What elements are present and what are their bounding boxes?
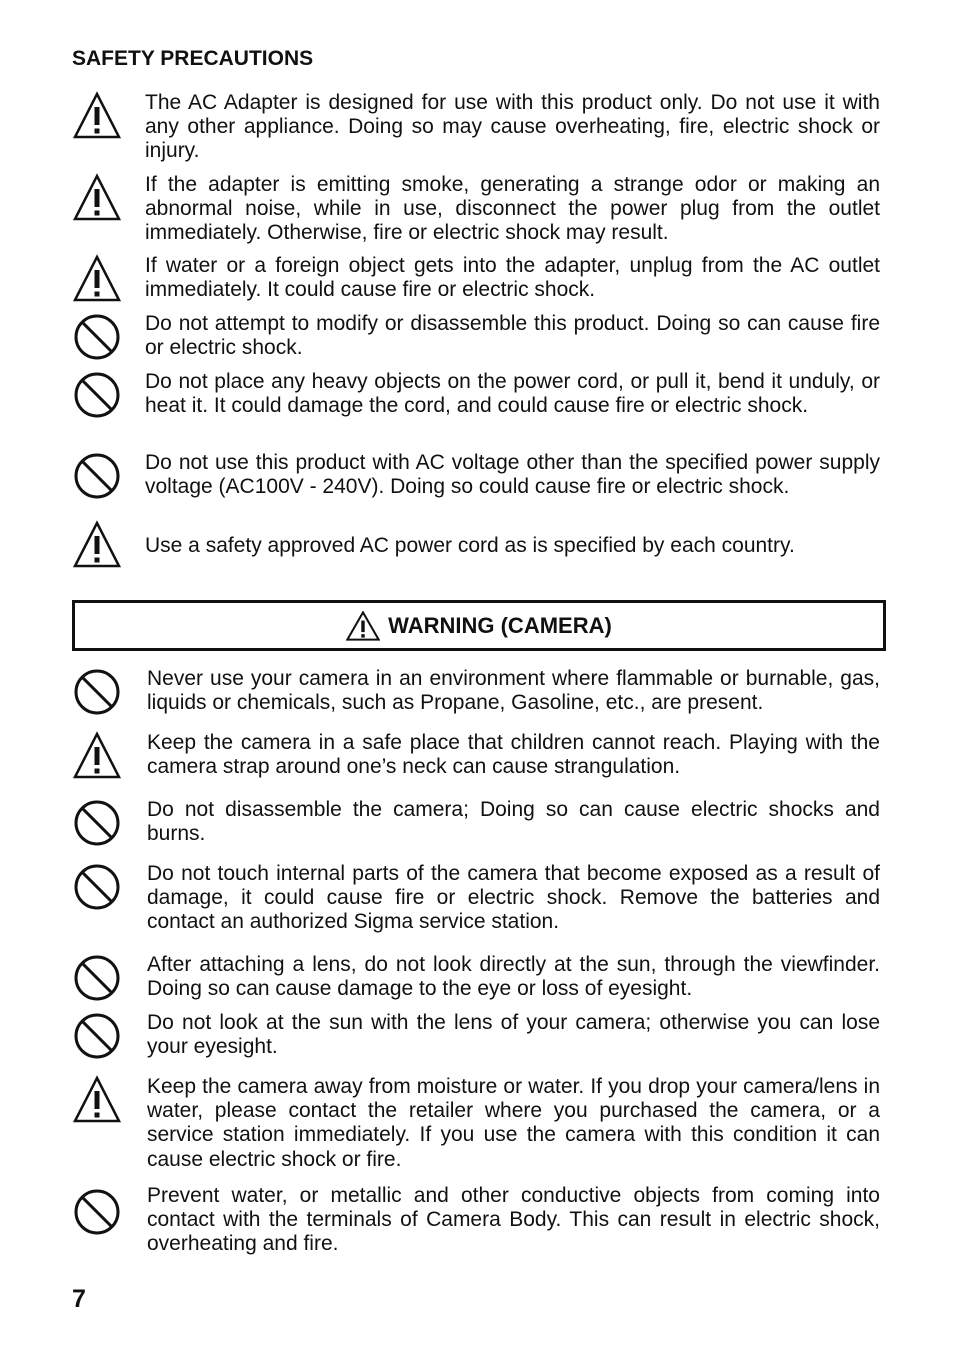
prohibited-icon bbox=[72, 953, 122, 1003]
prohibited-icon bbox=[72, 312, 122, 362]
adapter-item-text: Use a safety approved AC power cord as is specified by each country. bbox=[145, 534, 795, 557]
adapter-item-text: Do not place any heavy objects on the power cord, or pull it, bend it unduly, or heat it. It could damage the cord, and could cause fire or electric shock. bbox=[145, 370, 880, 418]
warning-icon bbox=[72, 731, 122, 781]
camera-item-text: Keep the camera in a safe place that children cannot reach. Playing with the camera strap around one’s neck can cause strangulation. bbox=[147, 731, 880, 779]
prohibited-icon bbox=[72, 862, 122, 912]
warning-icon bbox=[72, 1075, 122, 1125]
adapter-item-text: The AC Adapter is designed for use with this product only. Do not use it with any other appliance. Doing so may cause overheating, fire, electric shock or injury. bbox=[145, 91, 880, 163]
warning-banner bbox=[72, 600, 886, 651]
camera-item-text: Do not touch internal parts of the camera that become exposed as a result of damage, it could cause fire or electric shock. Remove the batteries and contact an authorized Sigma service station. bbox=[147, 862, 880, 934]
prohibited-icon bbox=[72, 667, 122, 717]
prohibited-icon bbox=[72, 370, 122, 420]
warning-icon bbox=[346, 611, 380, 641]
page-heading: SAFETY PRECAUTIONS bbox=[72, 47, 314, 70]
warning-icon bbox=[72, 91, 122, 141]
warning-banner-title: WARNING (CAMERA) bbox=[388, 612, 612, 638]
warning-icon bbox=[72, 254, 122, 304]
prohibited-icon bbox=[72, 798, 122, 848]
warning-icon bbox=[72, 173, 122, 223]
camera-item-text: Do not disassemble the camera; Doing so can cause electric shocks and burns. bbox=[147, 798, 880, 846]
adapter-item-text: If water or a foreign object gets into the adapter, unplug from the AC outlet immediately. It could cause fire or electric shock. bbox=[145, 254, 880, 302]
camera-item-text: Prevent water, or metallic and other conductive objects from coming into contact with the terminals of Camera Body. This can result in electric shock, overheating and fire. bbox=[147, 1184, 880, 1256]
adapter-item-text: Do not use this product with AC voltage other than the specified power supply voltage (AC100V - 240V). Doing so could cause fire or electric shock. bbox=[145, 451, 880, 499]
prohibited-icon bbox=[72, 1011, 122, 1061]
prohibited-icon bbox=[72, 451, 122, 501]
camera-item-text: After attaching a lens, do not look directly at the sun, through the viewfinder. Doing so can cause damage to the eye or loss of eyesight. bbox=[147, 953, 880, 1001]
warning-icon bbox=[72, 520, 122, 570]
camera-item-text: Never use your camera in an environment where flammable or burnable, gas, liquids or chemicals, such as Propane, Gasoline, etc., are present. bbox=[147, 667, 880, 715]
page-number: 7 bbox=[72, 1285, 86, 1313]
adapter-item-text: If the adapter is emitting smoke, generating a strange odor or making an abnormal noise, while in use, disconnect the power plug from the outlet immediately. Otherwise, fire or electric shock may result. bbox=[145, 173, 880, 245]
camera-item-text: Keep the camera away from moisture or water. If you drop your camera/lens in water, please contact the retailer where you purchased the camera, or a service station immediately. If you use the camera with this condition it can cause electric shock or fire. bbox=[147, 1075, 880, 1171]
adapter-item-text: Do not attempt to modify or disassemble this product. Doing so can cause fire or electric shock. bbox=[145, 312, 880, 360]
prohibited-icon bbox=[72, 1187, 122, 1237]
camera-item-text: Do not look at the sun with the lens of your camera; otherwise you can lose your eyesight. bbox=[147, 1011, 880, 1059]
